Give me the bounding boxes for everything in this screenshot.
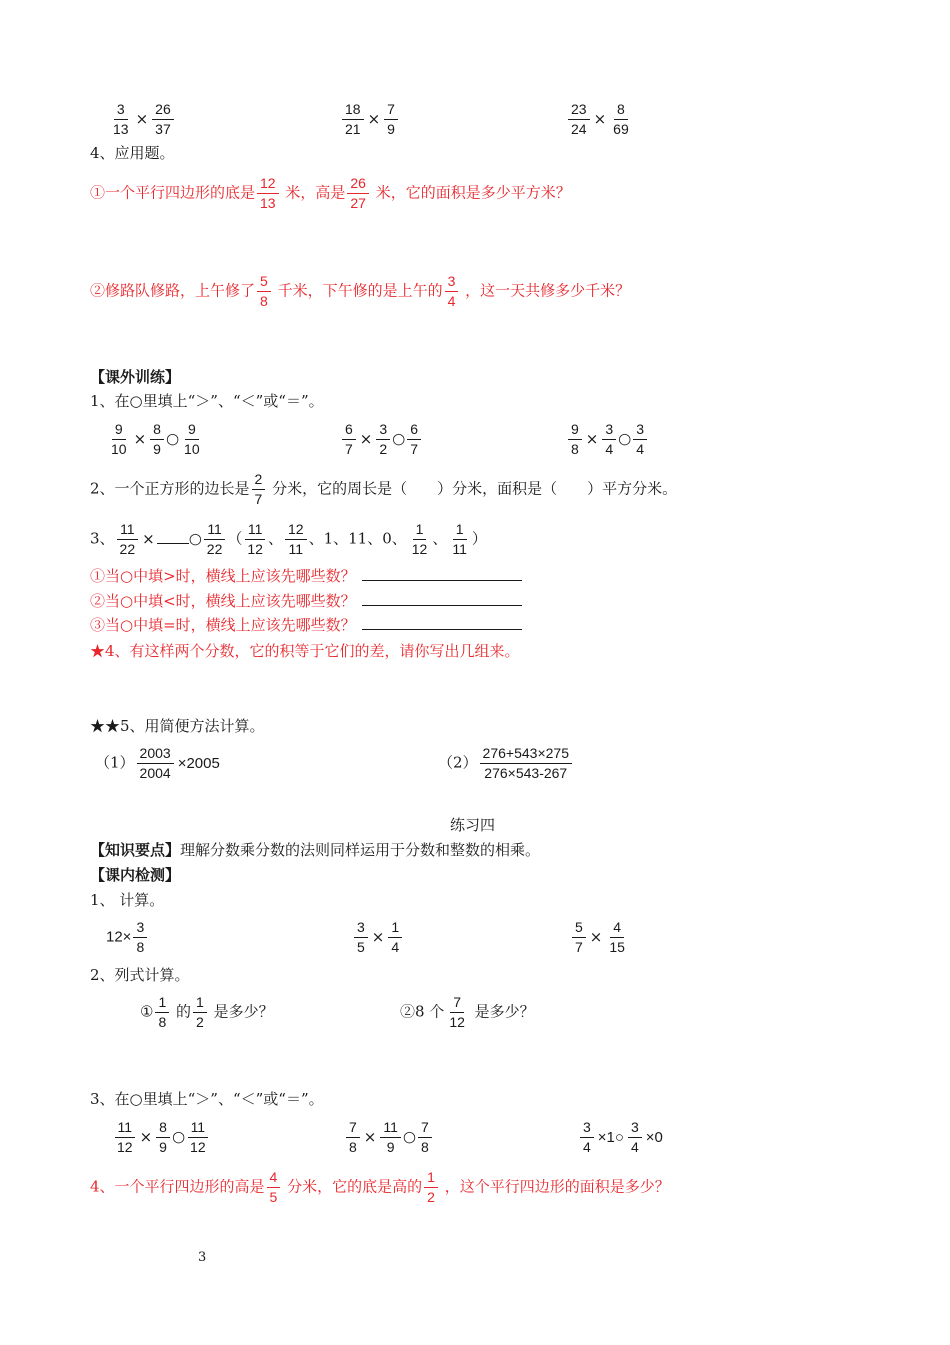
calc-2-1: ① $\frac{1}{8}$ 的 $\frac{1}{2}$ 是多少？ (140, 994, 274, 1030)
calc-1-item-1: 12× $\frac{3}{8}$ (106, 918, 149, 957)
fraction: $\frac{3}{2}$ (376, 420, 390, 459)
extra-3-question-1: ①当○中填>时，横线上应该先哪些数？ (90, 566, 522, 586)
fraction: $\frac{11}{9}$ (380, 1118, 401, 1157)
fraction: $\frac{3}{4}$ (628, 1118, 642, 1157)
fraction: $\frac{1}{4}$ (388, 918, 402, 957)
extra-1-title: 1、在○里填上“＞”、“＜”或“＝”。 (90, 392, 324, 410)
compare-circle[interactable]: ○ (188, 529, 202, 548)
fraction: $\frac{1}{2}$ (193, 993, 207, 1032)
extra-3: 3、 $\frac{11}{22}$ × ○ $\frac{11}{22}$ （ $\frac{11}{12}$ 、 $\frac{12}{11}$ 、1、11、0、 $\frac{1}{12}$ 、 $\frac{1}{11}$ ） (90, 521, 487, 557)
answer-line[interactable] (362, 566, 522, 581)
times-sign: × (363, 1127, 377, 1146)
answer-blank[interactable] (157, 529, 189, 544)
knowledge-points: 【知识要点】理解分数乘分数的法则同样运用于分数和整数的相乘。 (90, 841, 541, 859)
fraction: $\frac{3}{4}$ (633, 420, 647, 459)
fraction: $\frac{3}{4}$ (602, 420, 616, 459)
compare-circle[interactable]: ○ (165, 429, 180, 448)
extra-5-2: （2） $\frac{276+543\times 275}{276\times 543-267}$ (438, 744, 574, 783)
times-sign: × (593, 109, 607, 128)
fraction: $\frac{7}{9}$ (384, 100, 398, 139)
extra-2: 2、一个正方形的边长是 $\frac{2}{7}$ 分米，它的周长是（ ）分米，面积是（ ）平方分米。 (90, 471, 678, 507)
extra-1-item-3 (566, 420, 649, 459)
fraction: $\frac{5}{8}$ (257, 272, 271, 311)
question-4-1: ①一个平行四边形的底是 $\frac{12}{13}$ 米，高是 $\frac{26}{27}$ 米，它的面积是多少平方米？ (90, 175, 571, 211)
calc-4: 4、一个平行四边形的高是 $\frac{4}{5}$ 分米，它的底是高的 $\frac{1}{2}$ ，这个平行四边形的面积是多少？ (90, 1169, 670, 1205)
fraction: $\frac{12}{11}$ (285, 520, 307, 559)
times-sign: × (367, 109, 381, 128)
fraction: $\frac{276+543\times 275}{276\times 543-267}$ (480, 744, 572, 783)
fraction: $\frac{1}{8}$ (155, 993, 169, 1032)
times-sign: × (359, 429, 373, 448)
fraction: $\frac{18}{21}$ (342, 100, 364, 139)
fraction: $\frac{8}{69}$ (613, 101, 629, 137)
fraction: $\frac{11}{12}$ (244, 520, 266, 559)
fraction: $\frac{9}{10}$ (111, 421, 127, 457)
compare-circle[interactable]: ○ (618, 429, 632, 448)
compare-circle[interactable]: ○ (392, 429, 406, 448)
calc-2-2: ②8 个 $\frac{7}{12}$ 是多少？ (400, 994, 535, 1030)
calc-row-1-item-2 (340, 100, 400, 139)
fraction: $\frac{7}{8}$ (418, 1118, 432, 1157)
question-4-title: 4、应用题。 (90, 144, 175, 162)
extra-4: ★4、有这样两个分数，它的积等于它们的差，请你写出几组来。 (90, 642, 520, 660)
calc-1-item-2 (352, 918, 404, 957)
question-4-2: ②修路队修路，上午修了 $\frac{5}{8}$ 千米，下午修的是上午的 $\frac{3}{4}$ ，这一天共修多少千米？ (90, 273, 631, 309)
fraction: $\frac{1}{2}$ (424, 1168, 438, 1207)
times-sign: × (589, 927, 603, 946)
extra-3-question-2: ②当○中填<时，横线上应该先哪些数？ (90, 591, 522, 611)
extra-3-question-3: ③当○中填=时，横线上应该先哪些数？ (90, 615, 522, 635)
answer-line[interactable] (362, 591, 522, 606)
calc-row-1-item-1 (108, 100, 176, 139)
fraction: $\frac{3}{13}$ (113, 101, 129, 137)
times-sign: × (135, 109, 149, 128)
fraction: $\frac{8}{9}$ (156, 1118, 170, 1157)
calc-row-1-item-3 (566, 100, 634, 139)
times-one-compare[interactable]: ×1○ (597, 1128, 624, 1146)
fraction: $\frac{2}{7}$ (252, 470, 266, 509)
calc-1-item-3 (570, 918, 630, 957)
answer-line[interactable] (362, 615, 522, 630)
fraction: $\frac{12}{13}$ (257, 174, 279, 213)
fraction: $\frac{9}{10}$ (184, 421, 200, 457)
fraction: $\frac{6}{7}$ (342, 420, 356, 459)
times-sign: × (371, 927, 385, 946)
fraction: $\frac{9}{8}$ (568, 420, 582, 459)
fraction: $\frac{6}{7}$ (407, 420, 421, 459)
compare-circle[interactable]: ○ (171, 1127, 186, 1146)
fraction: $\frac{26}{27}$ (347, 174, 369, 213)
extra-5-title: ★★5、用简便方法计算。 (90, 717, 265, 735)
fraction: $\frac{2003}{2004}$ (137, 744, 174, 783)
calc-1-title: 1、 计算。 (90, 891, 165, 909)
times-sign: × (133, 429, 147, 448)
fraction: $\frac{1}{12}$ (411, 521, 428, 557)
extra-1-item-1 (106, 420, 205, 459)
fraction: $\frac{7}{8}$ (346, 1118, 360, 1157)
fraction: $\frac{4}{5}$ (267, 1168, 281, 1207)
fraction: $\frac{4}{15}$ (609, 919, 625, 955)
fraction: $\frac{26}{37}$ (152, 100, 174, 139)
calc-3-item-1 (112, 1118, 211, 1157)
times-sign: × (585, 429, 599, 448)
fraction: $\frac{3}{8}$ (133, 918, 147, 957)
fraction: $\frac{5}{7}$ (572, 918, 586, 957)
fraction: $\frac{11}{12}$ (187, 1118, 209, 1157)
fraction: $\frac{11}{22}$ (117, 520, 139, 559)
calc-3-title: 3、在○里填上“＞”、“＜”或“＝”。 (90, 1090, 324, 1108)
fraction: $\frac{3}{5}$ (354, 918, 368, 957)
times-sign: × (139, 1127, 153, 1146)
fraction: $\frac{8}{9}$ (150, 420, 164, 459)
calc-3-item-2 (344, 1118, 434, 1157)
section-heading-in-class: 【课内检测】 (90, 866, 181, 884)
fraction: $\frac{3}{4}$ (580, 1118, 594, 1157)
fraction: $\frac{11}{12}$ (114, 1118, 136, 1157)
section-title: 练习四 (450, 816, 496, 834)
page-number: 3 (198, 1250, 207, 1265)
calc-2-title: 2、列式计算。 (90, 966, 190, 984)
fraction: $\frac{3}{4}$ (445, 272, 459, 311)
times-sign: × (142, 529, 155, 548)
calc-3-item-3: $\frac{3}{4}$ ×1○ $\frac{3}{4}$ ×0 (578, 1118, 665, 1157)
compare-circle[interactable]: ○ (402, 1127, 417, 1146)
extra-1-item-2 (340, 420, 423, 459)
fraction: $\frac{23}{24}$ (568, 100, 590, 139)
fraction: $\frac{1}{11}$ (452, 521, 467, 557)
section-heading-extra-training: 【课外训练】 (90, 368, 181, 386)
fraction: $\frac{11}{22}$ (204, 520, 226, 559)
extra-5-1: （1） $\frac{2003}{2004}$ ×2005 (95, 745, 220, 781)
fraction: $\frac{7}{12}$ (449, 994, 465, 1030)
